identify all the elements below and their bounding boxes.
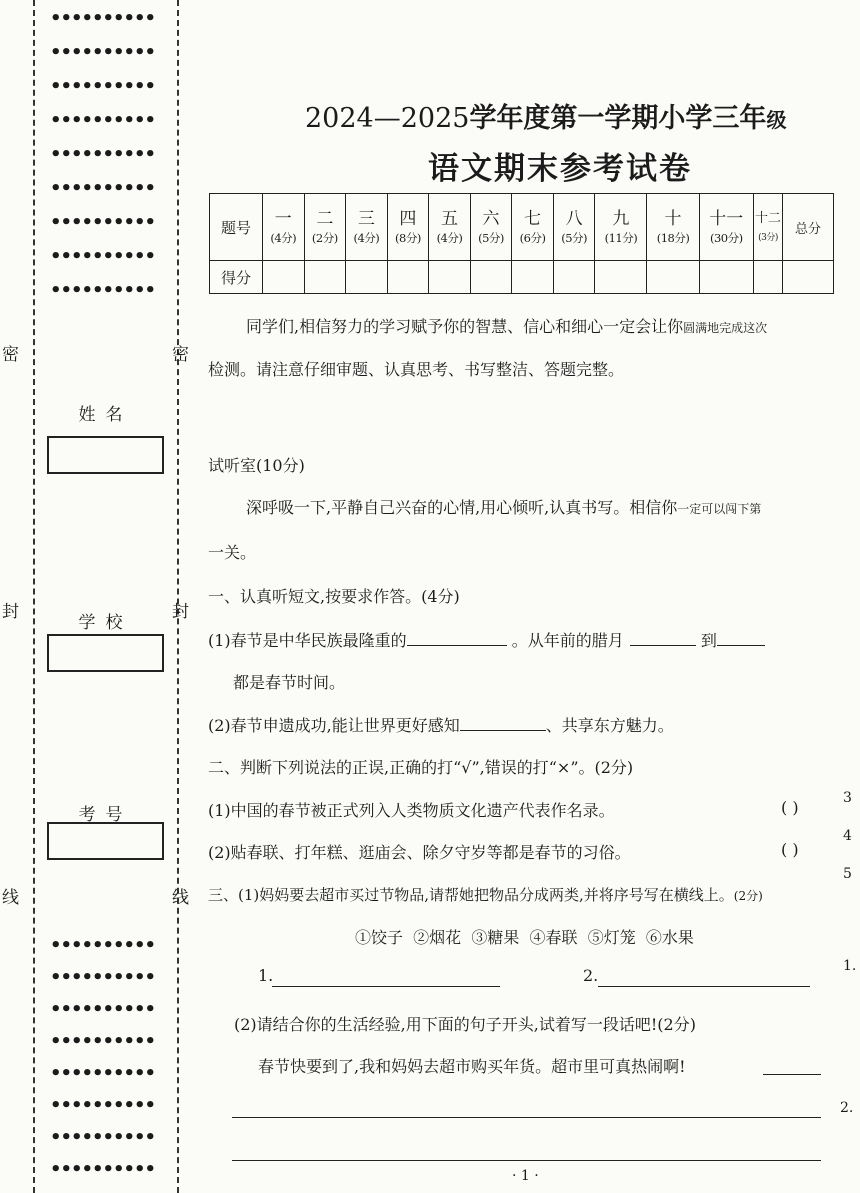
score-table <box>209 193 834 294</box>
school-box[interactable] <box>47 634 164 672</box>
question-number-label: 题号 <box>210 194 263 261</box>
edge-mark: 3 <box>843 790 852 806</box>
score-table-header-row <box>210 194 834 261</box>
answer-blank[interactable] <box>717 629 765 646</box>
total-score-label: 总分 <box>783 194 834 261</box>
score-cell[interactable] <box>699 261 753 294</box>
q1-item-1-text-c: 到 <box>700 631 717 650</box>
intro-text: 同学们,相信努力的学习赋予你的智慧、信心和细心一定会让你 <box>246 317 684 336</box>
dot-row: •••••••••• <box>50 144 156 165</box>
q3-options: ①饺子 ②烟花 ③糖果 ④春联 ⑤灯笼 ⑥水果 <box>355 928 694 947</box>
edge-mark: 4 <box>843 828 852 844</box>
dot-row: •••••••••• <box>50 110 156 131</box>
answer-parentheses[interactable]: ( ) <box>781 798 799 817</box>
q3-heading-text: 三、(1)妈妈要去超市买过节物品,请帮她把物品分成两类,并将序号写在横线上。 <box>208 886 734 904</box>
intro-line-1 <box>246 314 767 337</box>
listening-text: 深呼吸一下,平静自己兴奋的心情,用心倾听,认真书写。相信你 <box>246 498 678 517</box>
score-cell[interactable] <box>346 261 388 294</box>
dot-row: •••••••••• <box>50 212 156 233</box>
dot-row: •••••••••• <box>50 42 156 63</box>
cut-label-xian-right: 线 <box>172 888 189 908</box>
column-3: 三 (4分) <box>346 194 388 261</box>
score-cell[interactable] <box>647 261 699 294</box>
score-cell[interactable] <box>387 261 429 294</box>
name-box[interactable] <box>47 436 164 474</box>
q2-item-1: (1)中国的春节被正式列入人类物质文化遗产代表作名录。 <box>208 801 615 820</box>
name-label: 姓名 <box>78 405 133 425</box>
edge-mark: 2. <box>840 1100 854 1116</box>
score-cell[interactable] <box>595 261 647 294</box>
column-12: 十二 (3分) <box>754 194 783 261</box>
writing-line[interactable] <box>232 1160 821 1161</box>
page-number: · 1 · <box>512 1168 539 1184</box>
q1-item-1-cont: 都是春节时间。 <box>233 673 346 692</box>
column-1: 一 (4分) <box>263 194 305 261</box>
q2-heading: 二、判断下列说法的正误,正确的打“√”,错误的打“×”。(2分) <box>208 758 634 777</box>
score-cell[interactable] <box>553 261 595 294</box>
title-semester: 学年度第一学期小学三年 <box>469 103 767 134</box>
score-cell[interactable] <box>470 261 512 294</box>
column-9: 九 (11分) <box>595 194 647 261</box>
answer-blank[interactable] <box>460 714 546 731</box>
column-2: 二 (2分) <box>304 194 346 261</box>
score-cell[interactable] <box>263 261 305 294</box>
column-7: 七 (6分) <box>512 194 554 261</box>
dot-row: •••••••••• <box>50 1031 156 1052</box>
cut-label-xian-left: 线 <box>2 888 19 908</box>
cut-label-mi-left: 密 <box>2 345 19 365</box>
column-5: 五 (4分) <box>429 194 471 261</box>
writing-line[interactable] <box>763 1074 821 1075</box>
listening-text-small: 一定可以闯下第 <box>677 502 762 516</box>
score-cell[interactable] <box>304 261 346 294</box>
dot-row: •••••••••• <box>50 280 156 301</box>
dot-row: •••••••••• <box>50 967 156 988</box>
cut-label-feng-right: 封 <box>172 602 189 622</box>
q1-item-1-text-b: 。从年前的腊月 <box>511 631 624 650</box>
score-cell[interactable] <box>429 261 471 294</box>
binding-line-left <box>33 0 35 1193</box>
exam-number-label: 考号 <box>78 805 133 825</box>
edge-mark: 1. <box>843 958 857 974</box>
q3-answer-line-1[interactable] <box>272 986 500 987</box>
q2-item-2: (2)贴春联、打年糕、逛庙会、除夕守岁等都是春节的习俗。 <box>208 843 631 862</box>
cut-label-feng-left: 封 <box>2 602 19 622</box>
score-label: 得分 <box>210 261 263 294</box>
column-4: 四 (8分) <box>387 194 429 261</box>
q3-item-2: (2)请结合你的生活经验,用下面的句子开头,试着写一段话吧!(2分) <box>234 1015 696 1034</box>
dot-row: •••••••••• <box>50 76 156 97</box>
listening-heading: 试听室(10分) <box>208 456 305 475</box>
dot-row: •••••••••• <box>50 999 156 1020</box>
column-11: 十一 (30分) <box>699 194 753 261</box>
writing-line[interactable] <box>232 1117 821 1118</box>
listening-line-2: 一关。 <box>208 543 257 562</box>
q1-item-2 <box>208 713 674 736</box>
q3-sentence-starter: 春节快要到了,我和妈妈去超市购买年货。超市里可真热闹啊! <box>258 1057 686 1076</box>
q3-blank-1-label: 1. <box>258 966 274 985</box>
q3-answer-line-2[interactable] <box>598 986 810 987</box>
cut-label-mi-right: 密 <box>172 345 189 365</box>
q1-item-1-text-a: (1)春节是中华民族最隆重的 <box>208 631 407 650</box>
dot-row: •••••••••• <box>50 246 156 267</box>
score-cell[interactable] <box>512 261 554 294</box>
q3-heading-small: (2分) <box>733 889 763 903</box>
column-10: 十 (18分) <box>647 194 699 261</box>
answer-blank[interactable] <box>630 629 696 646</box>
dot-row: •••••••••• <box>50 1095 156 1116</box>
total-score-cell[interactable] <box>783 261 834 294</box>
dot-row: •••••••••• <box>50 1127 156 1148</box>
answer-blank[interactable] <box>407 629 507 646</box>
dot-row: •••••••••• <box>50 935 156 956</box>
exam-number-box[interactable] <box>47 822 164 860</box>
title-grade-char: 级 <box>766 108 787 132</box>
exam-title-line2: 语文期末参考试卷 <box>428 151 692 187</box>
title-years: 2024—2025 <box>305 103 470 134</box>
exam-title-line1 <box>305 96 786 135</box>
score-cell[interactable] <box>754 261 783 294</box>
dot-row: •••••••••• <box>50 1063 156 1084</box>
answer-parentheses[interactable]: ( ) <box>781 840 799 859</box>
dot-row: •••••••••• <box>50 1159 156 1180</box>
q1-item-2-text-b: 、共享东方魅力。 <box>545 716 674 735</box>
listening-line-1 <box>246 495 761 518</box>
q1-item-2-text-a: (2)春节申遗成功,能让世界更好感知 <box>208 716 460 735</box>
score-table-score-row <box>210 261 834 294</box>
column-6: 六 (5分) <box>470 194 512 261</box>
school-label: 学校 <box>78 613 133 633</box>
intro-text-small: 圆满地完成这次 <box>683 321 768 335</box>
q1-heading: 一、认真听短文,按要求作答。(4分) <box>208 587 460 606</box>
dot-row: •••••••••• <box>50 8 156 29</box>
q3-blank-2-label: 2. <box>583 966 599 985</box>
intro-line-2: 检测。请注意仔细审题、认真思考、书写整洁、答题完整。 <box>208 360 625 379</box>
column-8: 八 (5分) <box>553 194 595 261</box>
q1-item-1 <box>208 628 765 651</box>
edge-mark: 5 <box>843 866 852 882</box>
dot-row: •••••••••• <box>50 178 156 199</box>
q3-heading <box>208 884 763 905</box>
